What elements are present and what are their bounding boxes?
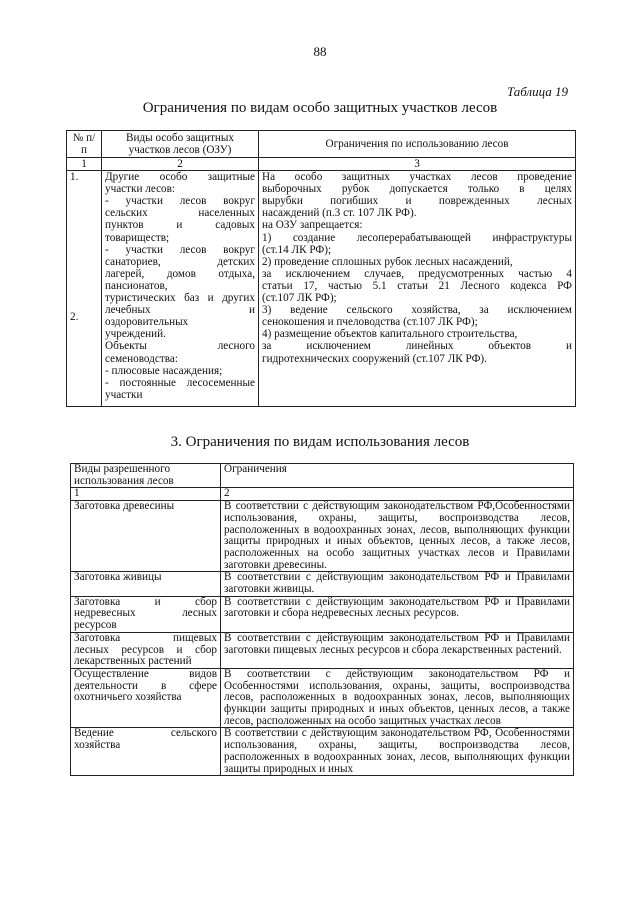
use-type-cell [71,572,221,596]
table-row [71,501,574,572]
cell-text-line: - плюсовые насаждения; [105,364,223,377]
use-type-line: Ведение сельского [74,727,217,740]
section-title-protective-areas: Ограничения по видам особо защитных участков лесов [142,100,498,116]
index-cell: 1 [67,158,102,171]
cell-text-line: лечебных и [105,304,255,317]
table-row [71,596,574,632]
cell-text-line: Другие особо защитные [105,171,255,184]
row-number: 2. [70,311,79,324]
index-cell: 1 [71,488,221,501]
cell-text-line: на ОЗУ запрещается: [262,219,363,232]
use-type-line: Заготовка живицы [74,571,162,584]
use-type-line: хозяйства [74,739,121,752]
cell-text-line: выборочных рубок допускается только в целях [262,183,572,196]
index-cell: 3 [259,158,576,171]
row-number: 1. [70,171,79,184]
cell-text-line: На особо защитных участках лесов проведение [262,171,572,184]
cell-text-line: за исключением случаев, предусмотренных частью 4 [262,267,572,280]
cell-text-line: (ст.14 ЛК РФ); [262,243,332,256]
cell-text-line: статьи 17, частью 5.1 статьи 21 Лесного кодекса РФ [262,279,572,292]
cell-text-line: товариществ; [105,231,170,244]
restriction-cell: В соответствии с действующим законодательством РФ и Правилами заготовки и сбора недревесных лесных ресурсов. [221,596,574,632]
use-type-cell [71,728,221,776]
table-index-row [67,158,576,171]
cell-text-line: пунктов и садовых [105,219,255,232]
use-type-line: Заготовка пищевых [74,631,217,644]
table-row [67,171,576,407]
cell-text-line: оздоровительных [105,316,189,329]
use-type-cell [71,596,221,632]
cell-text-line: участки лесов: [105,183,176,196]
cell-text-line: 3) ведение сельского хозяйства, за исключением [262,304,572,317]
table-row [71,728,574,776]
use-type-line: ресурсов [74,619,117,632]
table-header-row [67,131,576,158]
use-type-line: Заготовка и сбор [74,595,217,608]
cell-text-line: Объекты лесного [105,340,255,353]
cell-text-line: 2) проведение сплошных рубок лесных насаждений, [262,255,513,268]
cell-text-line: санаториев, детских [105,255,255,268]
use-type-line: охотничьего хозяйства [74,691,182,704]
table-caption: Таблица 19 [506,84,568,99]
restriction-cell: В соответствии с действующим законодательством РФ и Особенностями использования, охраны, защиты, воспроизводства лесов, расположенных в водоохранных зонах, лесов, выполняющих функции защиты природных и иных объектов, ценных лесов, а также лесов, расположенных на особо защитных участках лесов [221,668,574,728]
cell-text-line: семеноводства: [105,352,178,365]
table-row [71,668,574,728]
use-type-line: деятельности в сфере [74,679,217,692]
use-type-cell [71,668,221,728]
forest-use-rows [71,501,574,776]
table-index-row [71,488,574,501]
cell-text-line: - постоянные лесосеменные [105,376,255,389]
header-cell-restrictions: Ограничения по использованию лесов [259,131,576,158]
cell-text-line: участки [105,388,143,401]
cell-text-line: лагерей, домов отдыха, [105,267,255,280]
use-type-cell [71,632,221,668]
cell-text-line: сенокошения и пчеловодства (ст.107 ЛК РФ); [262,316,478,329]
cell-text-line: насаждений (п.3 ст. 107 ЛК РФ). [262,207,417,220]
cell-text-line: гидротехнических сооружений (ст.107 ЛК РФ). [262,352,487,365]
use-type-line: лекарственных растений [74,655,192,668]
restriction-cell: В соответствии с действующим законодательством РФ,Особенностями использования, охраны, защиты, воспроизводства лесов, расположенных в водоохранных зонах, лесов, выполняющих функции защиты природных и иных объектов, ценных лесов, а также лесов, расположенных на особо защитных участках лесов и Правилами заготовки древесины. [221,501,574,572]
use-type-line: недревесных лесных [74,607,217,620]
cell-text-line: 4) размещение объектов капитального строительства, [262,328,518,341]
cell-text-line: учреждений. [105,328,166,341]
protective-areas-table [66,130,576,407]
cell-text-line: вырубки погибших и поврежденных лесных [262,195,572,208]
table-row [71,572,574,596]
forest-use-table [70,463,574,776]
index-cell: 2 [102,158,259,171]
cell-text-line: пансионатов, [105,279,168,292]
table-row [71,632,574,668]
table-header-row [71,464,574,488]
header-cell-restrictions: Ограничения [221,464,574,488]
area-types-cell [102,171,259,407]
header-cell-area-types: Виды особо защитных участков лесов (ОЗУ) [102,131,259,158]
cell-text-line: сельских населенных [105,207,255,220]
use-type-cell [71,501,221,572]
cell-text-line: за исключением линейных объектов и [262,340,572,353]
use-type-line: Заготовка древесины [74,500,175,513]
restrictions-cell [259,171,576,407]
restriction-cell: В соответствии с действующим законодательством РФ и Правилами заготовки живицы. [221,572,574,596]
section-title-forest-use: 3. Ограничения по видам использования лесов [170,434,470,450]
page-number: 88 [313,44,327,59]
header-cell-number: № п/п [67,131,102,158]
use-type-line: Осуществление видов [74,667,217,680]
index-cell: 2 [221,488,574,501]
cell-text-line: (ст.107 ЛК РФ); [262,292,337,305]
header-cell-use-types: Виды разрешенного использования лесов [71,464,221,488]
cell-text-line: туристических баз и других [105,292,255,305]
cell-text-line: - участки лесов вокруг [105,243,255,256]
cell-text-line: - участки лесов вокруг [105,195,255,208]
restriction-cell: В соответствии с действующим законодательством РФ, Особенностями использования, охраны, защиты, воспроизводства лесов, расположенных в водоохранных зонах, лесов, выполняющих функции защиты природных и иных [221,728,574,776]
cell-text-line: 1) создание лесоперерабатывающей инфраструктуры [262,231,572,244]
row-number-cell [67,171,102,407]
use-type-line: лесных ресурсов и сбор [74,643,217,656]
restriction-cell: В соответствии с действующим законодательством РФ и Правилами заготовки пищевых лесных ресурсов и сбора лекарственных растений. [221,632,574,668]
